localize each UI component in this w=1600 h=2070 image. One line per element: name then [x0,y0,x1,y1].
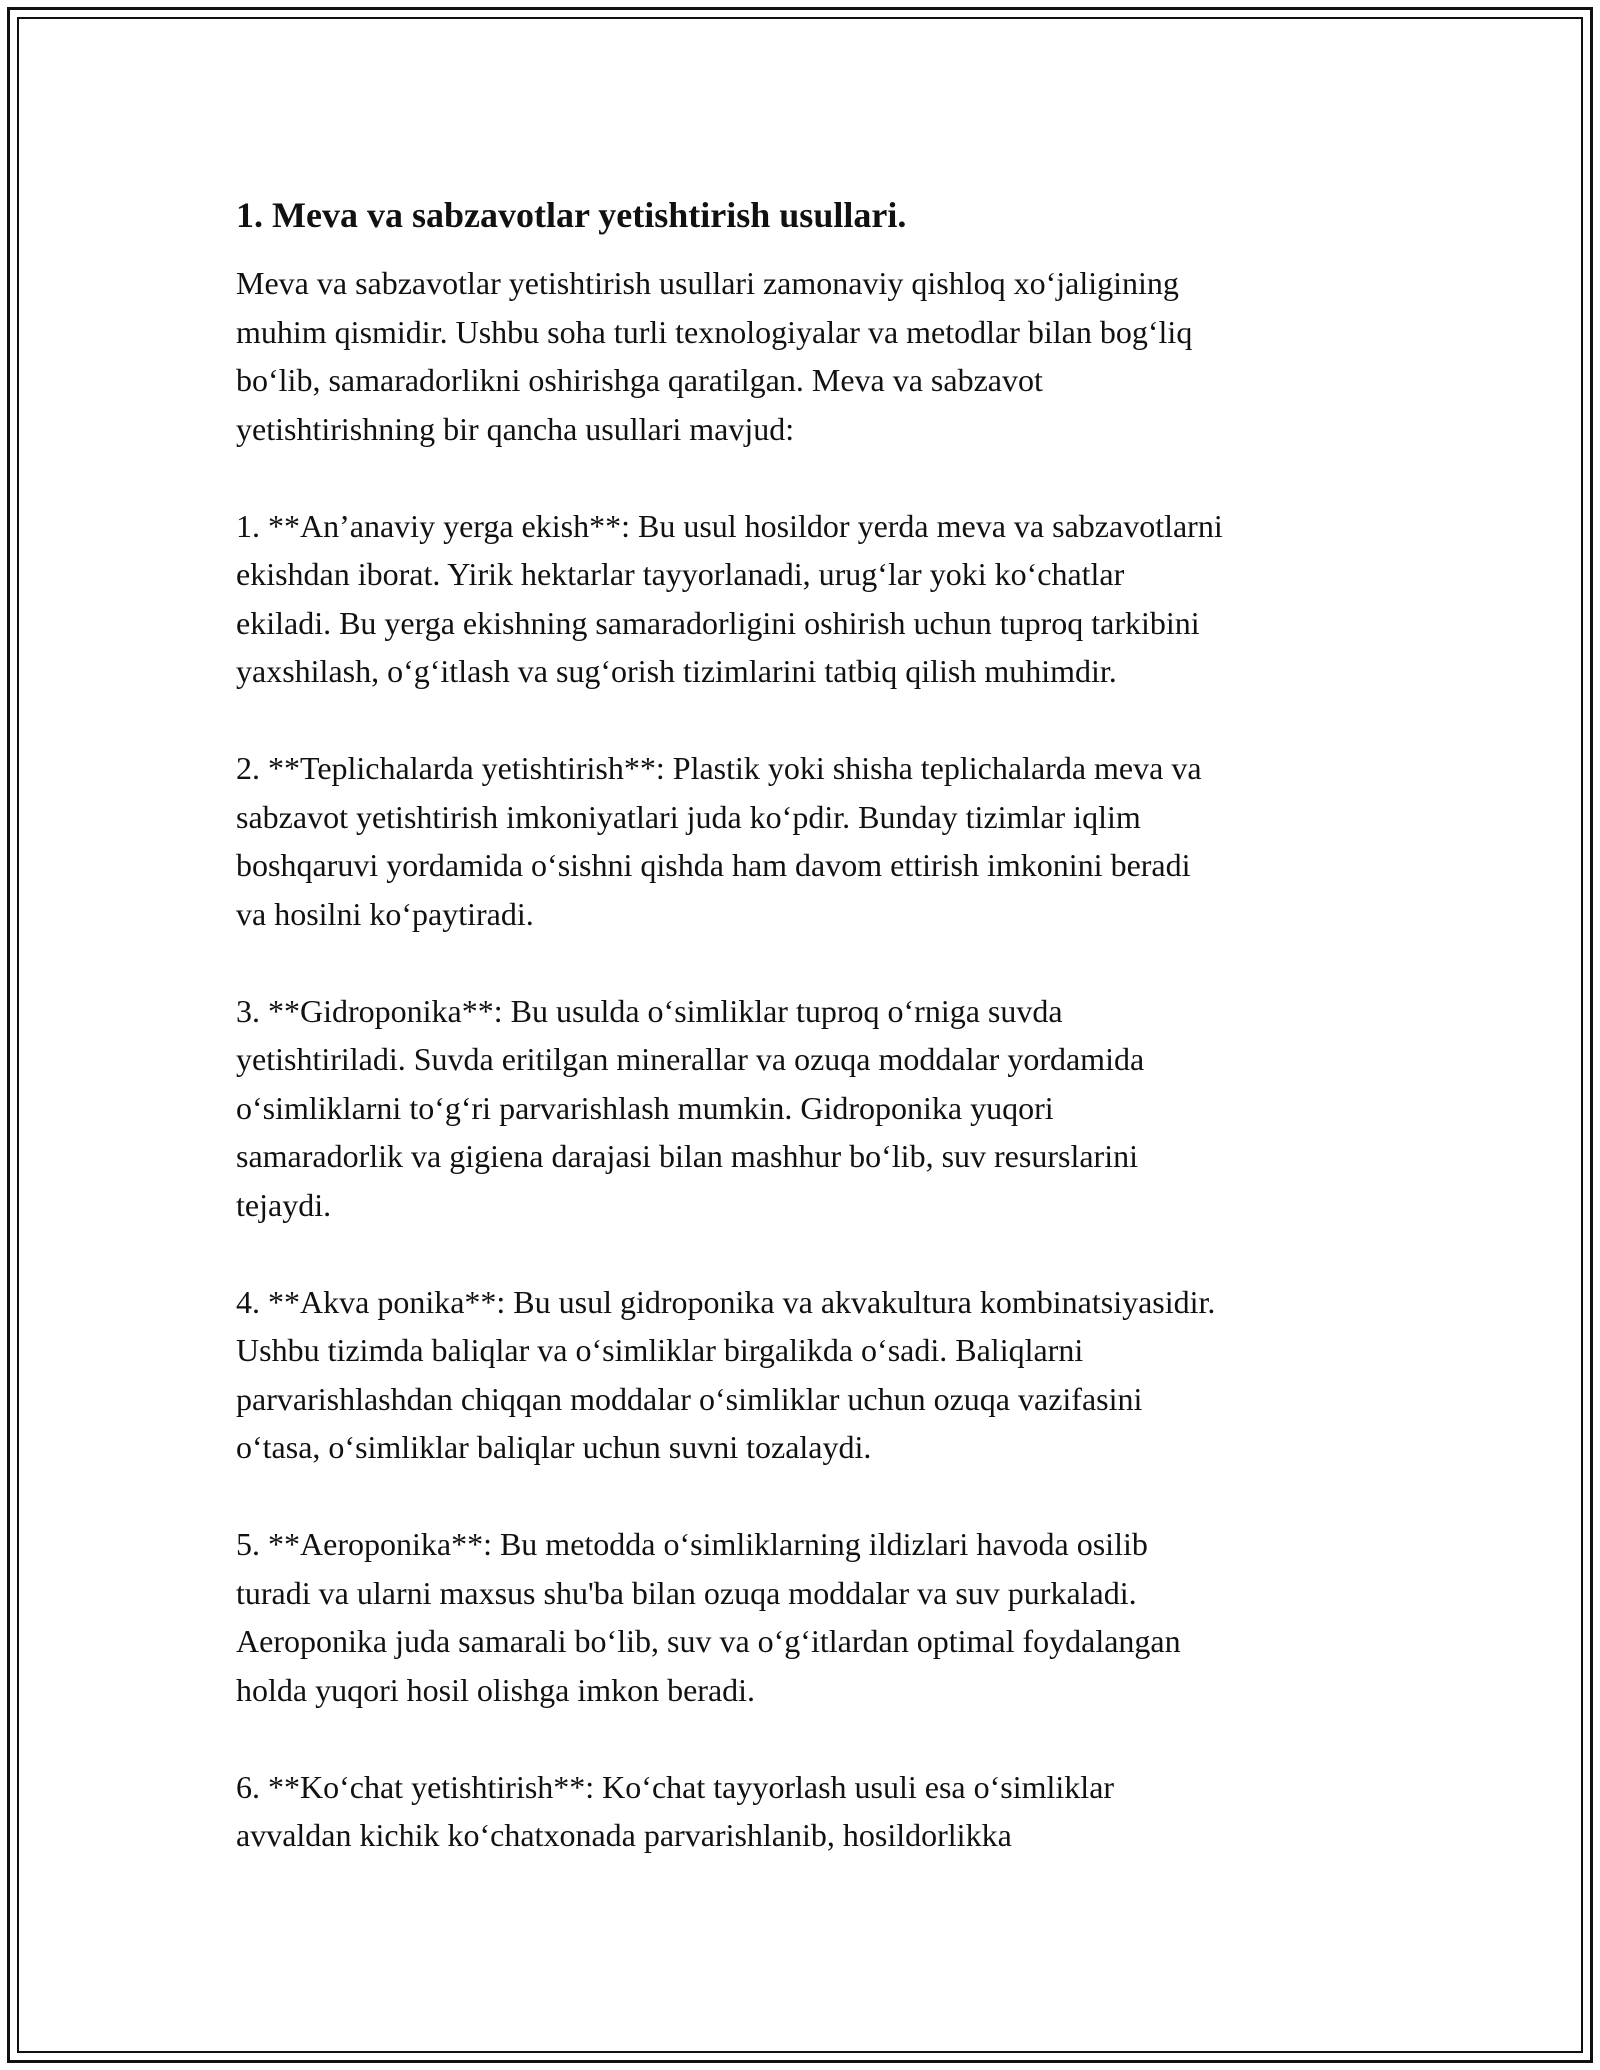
text-line: Ushbu tizimda baliqlar va o‘simliklar birgalikda o‘sadi. Baliqlarni [236,1332,1084,1368]
text-line: bo‘lib, samaradorlikni oshirishga qaratilgan. Meva va sabzavot [236,362,1043,398]
section-title: 1. Meva va sabzavotlar yetishtirish usullari. [236,195,907,235]
text-line: 2. **Teplichalarda yetishtirish**: Plastik yoki shisha teplichalarda meva va [236,750,1202,786]
text-line: ekiladi. Bu yerga ekishning samaradorligini oshirish uchun tuproq tarkibini [236,604,1200,641]
text-line: 3. **Gidroponika**: Bu usulda o‘simliklar tuproq o‘rniga suvda [236,992,1063,1029]
text-line: yetishtiriladi. Suvda eritilgan minerallar va ozuqa moddalar yordamida [236,1041,1145,1077]
text-line: o‘tasa, o‘simliklar baliqlar uchun suvni tozalaydi. [236,1429,872,1465]
intro-paragraph [236,259,1376,453]
text-line: 6. **Ko‘chat yetishtirish**: Ko‘chat tayyorlash usuli esa o‘simliklar [236,1768,1115,1805]
list-item-paragraph [236,987,1376,1230]
text-line: muhim qismidir. Ushbu soha turli texnologiyalar va metodlar bilan bog‘liq [236,313,1193,350]
text-line: boshqaruvi yordamida o‘sishni qishda ham davom ettirish imkonini beradi [236,847,1191,883]
text-line: sabzavot yetishtirish imkoniyatlari juda ko‘pdir. Bunday tizimlar iqlim [236,798,1141,835]
text-line: avvaldan kichik ko‘chatxonada parvarishlanib, hosildorlikka [236,1817,1012,1853]
text-line: 4. **Akva ponika**: Bu usul gidroponika va akvakultura kombinatsiyasidir. [236,1283,1216,1320]
document-body [236,189,1376,1860]
text-line: holda yuqori hosil olishga imkon beradi. [236,1671,756,1708]
text-line: yaxshilash, o‘g‘itlash va sug‘orish tizimlarini tatbiq qilish muhimdir. [236,653,1117,689]
text-line: ekishdan iborat. Yirik hektarlar tayyorlanadi, urug‘lar yoki ko‘chatlar [236,556,1125,592]
text-line: turadi va ularni maxsus shu'ba bilan ozuqa moddalar va suv purkaladi. [236,1574,1137,1611]
list-item-paragraph [236,1278,1376,1472]
paragraph-list [236,259,1376,1860]
text-line: 1. **An’anaviy yerga ekish**: Bu usul hosildor yerda meva va sabzavotlarni [236,507,1223,544]
text-line: tejaydi. [236,1186,332,1223]
text-line: yetishtirishning bir qancha usullari mavjud: [236,410,795,447]
text-line: Meva va sabzavotlar yetishtirish usullari zamonaviy qishloq xo‘jaligining [236,265,1179,301]
list-item-paragraph [236,1763,1376,1860]
text-line: 5. **Aeroponika**: Bu metodda o‘simliklarning ildizlari havoda osilib [236,1526,1148,1562]
list-item-paragraph [236,1520,1376,1714]
text-line: va hosilni ko‘paytiradi. [236,895,534,932]
list-item-paragraph [236,502,1376,696]
list-item-paragraph [236,744,1376,938]
text-line: parvarishlashdan chiqqan moddalar o‘simliklar uchun ozuqa vazifasini [236,1380,1143,1417]
text-line: Aeroponika juda samarali bo‘lib, suv va o‘g‘itlardan optimal foydalangan [236,1623,1181,1659]
text-line: samaradorlik va gigiena darajasi bilan mashhur bo‘lib, suv resurslarini [236,1138,1138,1174]
text-line: o‘simliklarni to‘g‘ri parvarishlash mumkin. Gidroponika yuqori [236,1089,1054,1126]
